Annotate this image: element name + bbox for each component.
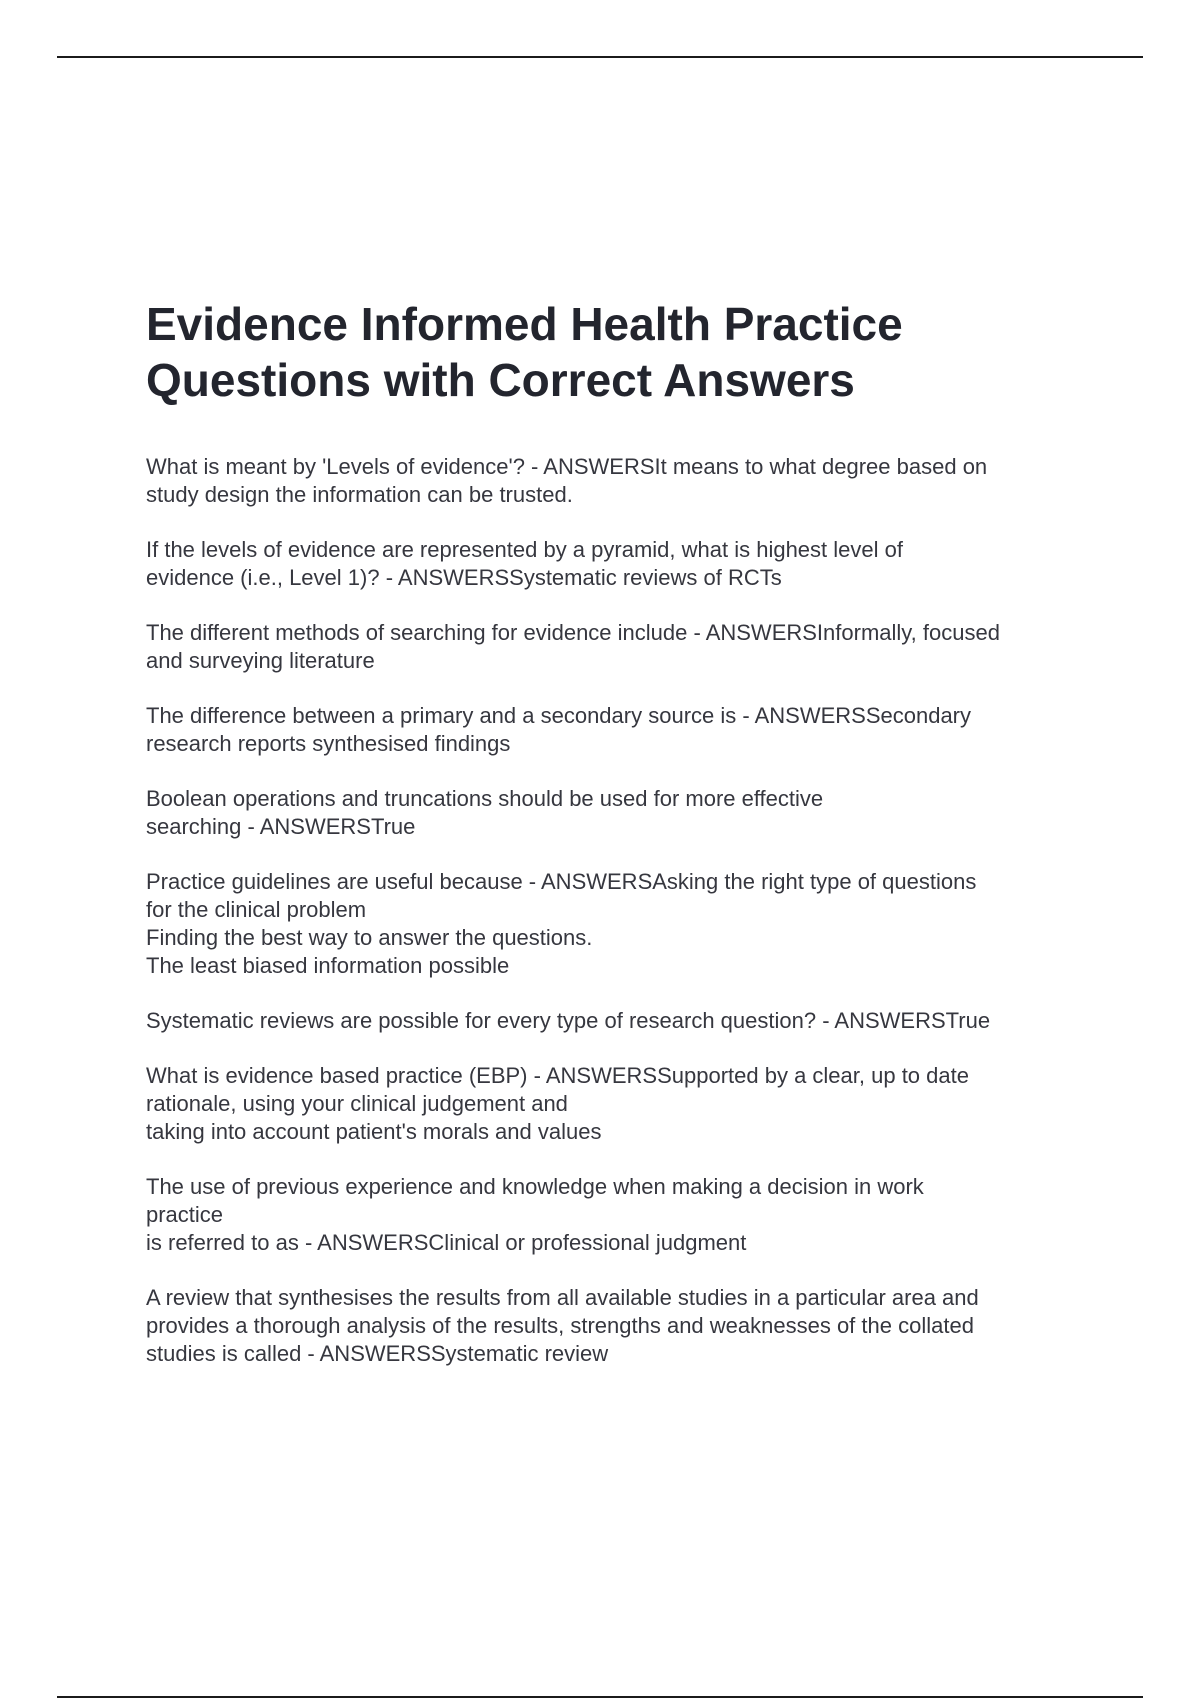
top-rule — [57, 56, 1143, 58]
qa-line: Finding the best way to answer the questions. — [146, 925, 593, 950]
qa-line: research reports synthesised findings — [146, 731, 511, 756]
qa-item — [146, 453, 1106, 509]
document-title — [146, 296, 1106, 408]
qa-line: The least biased information possible — [146, 953, 510, 978]
qa-line: What is evidence based practice (EBP) - ANSWERSSupported by a clear, up to date — [146, 1063, 969, 1088]
document-body — [146, 296, 1106, 1395]
qa-line: studies is called - ANSWERSSystematic review — [146, 1341, 609, 1366]
qa-line: What is meant by 'Levels of evidence'? - ANSWERSIt means to what degree based on — [146, 454, 988, 479]
qa-line: The difference between a primary and a secondary source is - ANSWERSSecondary — [146, 703, 971, 728]
qa-item — [146, 1284, 1106, 1368]
qa-line: provides a thorough analysis of the results, strengths and weaknesses of the collated — [146, 1313, 974, 1338]
qa-line: searching - ANSWERSTrue — [146, 814, 416, 839]
qa-line: Practice guidelines are useful because - ANSWERSAsking the right type of questions — [146, 869, 977, 894]
bottom-rule — [57, 1696, 1143, 1698]
qa-line: A review that synthesises the results from all available studies in a particular area and — [146, 1285, 979, 1310]
qa-item — [146, 702, 1106, 758]
title-line: Questions with Correct Answers — [146, 354, 855, 406]
qa-line: rationale, using your clinical judgement and — [146, 1091, 568, 1116]
qa-line: Boolean operations and truncations should be used for more effective — [146, 786, 824, 811]
qa-line: taking into account patient's morals and values — [146, 1119, 602, 1144]
qa-line: The different methods of searching for evidence include - ANSWERSInformally, focused — [146, 620, 1000, 645]
qa-line: practice — [146, 1202, 224, 1227]
qa-line: evidence (i.e., Level 1)? - ANSWERSSystematic reviews of RCTs — [146, 565, 782, 590]
title-line: Evidence Informed Health Practice — [146, 298, 903, 350]
qa-line: study design the information can be trusted. — [146, 482, 573, 507]
qa-item — [146, 619, 1106, 675]
qa-line: and surveying literature — [146, 648, 375, 673]
qa-item — [146, 785, 1106, 841]
qa-line: for the clinical problem — [146, 897, 367, 922]
qa-line: The use of previous experience and knowledge when making a decision in work — [146, 1174, 924, 1199]
qa-item — [146, 868, 1106, 980]
qa-item — [146, 1062, 1106, 1146]
qa-line: Systematic reviews are possible for every type of research question? - ANSWERSTrue — [146, 1008, 991, 1033]
qa-item — [146, 536, 1106, 592]
qa-line: If the levels of evidence are represented by a pyramid, what is highest level of — [146, 537, 903, 562]
qa-item — [146, 1007, 1106, 1035]
qa-list — [146, 453, 1106, 1368]
qa-item — [146, 1173, 1106, 1257]
qa-line: is referred to as - ANSWERSClinical or professional judgment — [146, 1230, 747, 1255]
